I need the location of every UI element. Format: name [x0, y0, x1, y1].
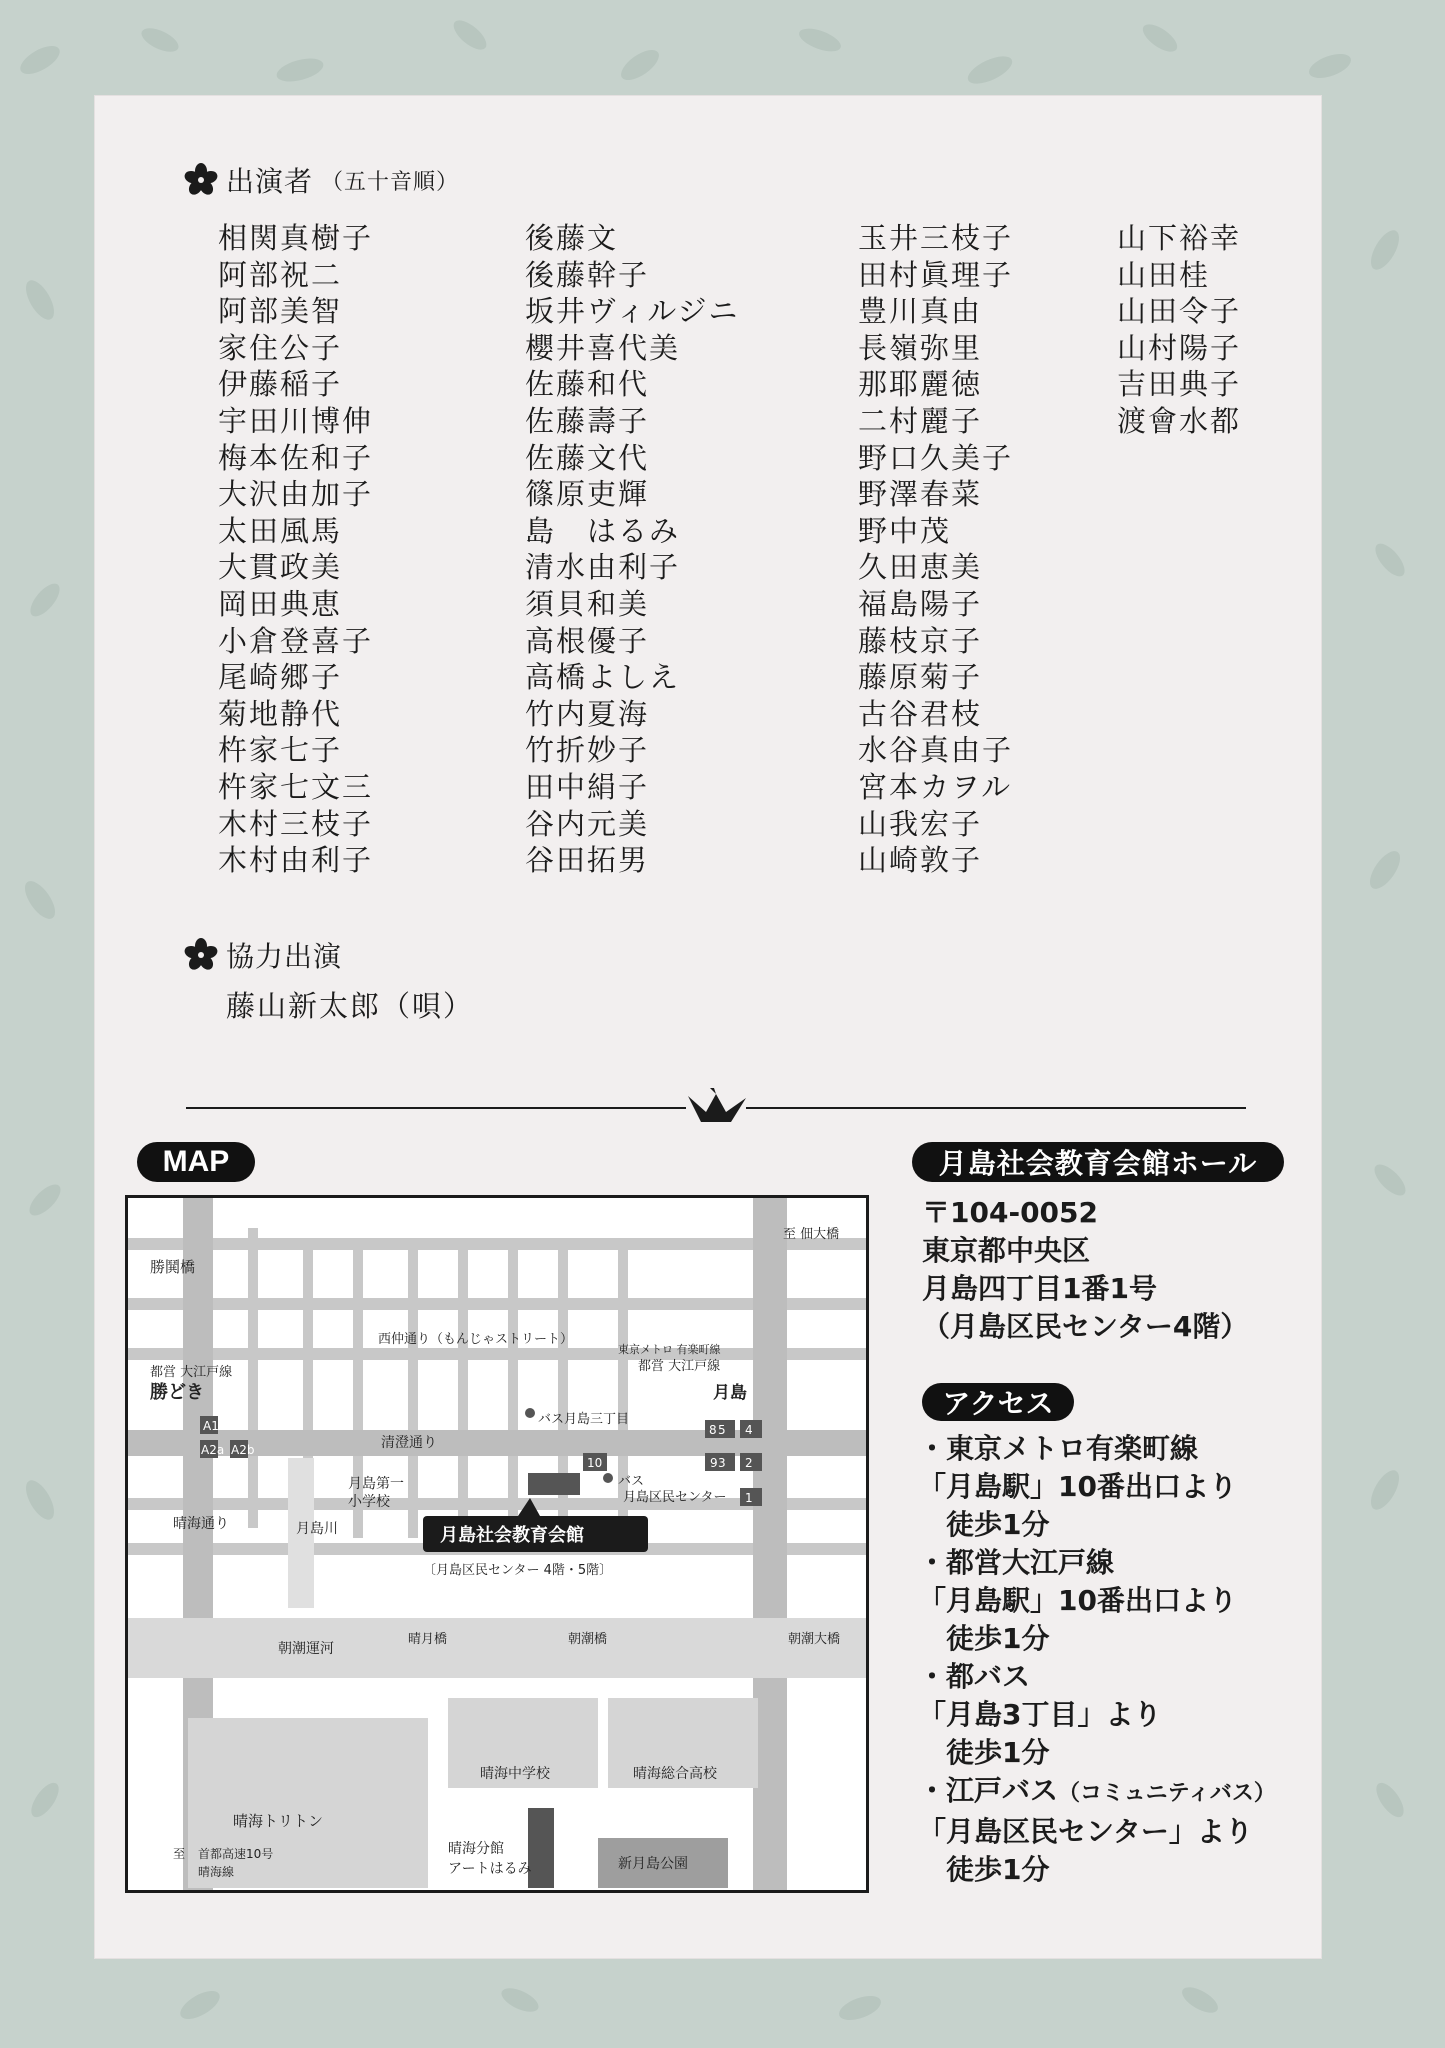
performer-name: 宇田川博伸 [218, 403, 374, 438]
venue-building [528, 1473, 580, 1495]
route-tobus-station: 「月島3丁目」より [918, 1698, 1162, 1731]
performers-order-note: （五十音順） [321, 169, 460, 195]
map-drawing [128, 1198, 866, 1890]
performer-name: 櫻井喜代美 [525, 330, 681, 365]
performer-name: 清水由利子 [525, 550, 681, 585]
performer-name: 山下裕幸 [1117, 221, 1242, 255]
exit-2: 2 [745, 1456, 753, 1470]
performer-name: 藤枝京子 [858, 623, 983, 658]
exit-a1: A1 [203, 1419, 219, 1433]
performer-name: 相関真樹子 [218, 221, 374, 255]
performer-name: 坂井ヴィルジニ [525, 294, 740, 329]
performer-name: 岡田典恵 [218, 586, 343, 621]
performer-name: 佐藤壽子 [525, 403, 650, 438]
performer-name: 谷内元美 [525, 806, 650, 841]
exit-3: 3 [718, 1456, 726, 1470]
performer-name: 梅本佐和子 [218, 440, 374, 475]
exit-8: 8 [709, 1423, 717, 1437]
performer-name: 野中茂 [858, 513, 952, 548]
label-kachidoki-bridge: 勝鬨橋 [150, 1258, 196, 1276]
performer-name: 高橋よしえ [525, 660, 681, 695]
performer-name: 須貝和美 [525, 586, 650, 621]
performers-title: 出演者 [226, 165, 314, 198]
performer-name: 山我宏子 [858, 806, 983, 841]
label-oedo-line: 都営 大江戸線 [150, 1365, 233, 1380]
route-edobus-line [918, 1772, 1318, 1813]
cooperation-performer: 藤山新太郎（唄） [226, 989, 475, 1023]
performer-column-1 [218, 220, 373, 879]
performer-name: 野口久美子 [858, 440, 1014, 475]
asashio-avenue [753, 1198, 787, 1890]
performer-column-4 [1117, 220, 1241, 440]
label-asashio-bridge: 朝潮橋 [568, 1632, 608, 1647]
performer-name: 伊藤稲子 [218, 367, 343, 402]
label-venue: 月島社会教育会館 [440, 1525, 584, 1546]
label-expressway-2: 首都高速10号 [198, 1847, 274, 1861]
performer-name: 田中絹子 [525, 769, 650, 804]
label-park: 新月島公園 [618, 1856, 688, 1872]
performer-name: 佐藤文代 [525, 440, 650, 475]
label-oedo-line-2: 都営 大江戸線 [638, 1359, 721, 1374]
performer-name: 古谷君枝 [858, 696, 983, 731]
label-kiyosumi: 清澄通り [381, 1435, 437, 1451]
label-tsukuda: 至 佃大橋 [783, 1227, 840, 1242]
route-tobus-walk: 徒歩1分 [946, 1736, 1050, 1769]
route-tobus-line: ・都バス [918, 1660, 1031, 1693]
label-canal: 朝潮運河 [278, 1641, 334, 1657]
performer-name: 宮本カヲル [858, 769, 1013, 804]
performer-name: 杵家七文三 [218, 769, 374, 804]
route-edobus-station: 「月島区民センター」より [918, 1815, 1253, 1848]
bus-stop-icon [603, 1473, 613, 1483]
map-badge: MAP [137, 1142, 255, 1182]
performer-name: 後藤幹子 [525, 257, 650, 292]
label-annex-2: アートはるみ [448, 1861, 532, 1877]
performer-name: 谷田拓男 [525, 843, 650, 878]
label-junior-high: 晴海中学校 [480, 1766, 550, 1782]
label-triton: 晴海トリトン [233, 1812, 324, 1830]
postal-code: 〒104-0052 [922, 1196, 1098, 1229]
label-school-2: 小学校 [348, 1494, 390, 1510]
venue-name-badge: 月島社会教育会館ホール [912, 1142, 1284, 1182]
access-badge: アクセス [922, 1383, 1074, 1421]
performer-name: 木村三枝子 [218, 806, 374, 841]
performer-name: 島 はるみ [525, 513, 681, 548]
performer-name: 小倉登喜子 [218, 623, 374, 658]
route-edobus-note: （コミュニティバス） [1058, 1781, 1276, 1806]
sakura-icon [184, 938, 218, 972]
cooperation-title: 協力出演 [226, 940, 343, 973]
performer-name: 山田桂 [1117, 257, 1211, 292]
performer-name: 竹折妙子 [525, 733, 650, 768]
performer-name: 阿部祝二 [218, 257, 343, 292]
performer-name: 後藤文 [525, 221, 619, 255]
label-nishinaka: 西仲通り（もんじゃストリート） [378, 1332, 574, 1347]
label-annex-1: 晴海分館 [448, 1841, 504, 1857]
performer-name: 杵家七子 [218, 733, 343, 768]
performer-name: 阿部美智 [218, 294, 343, 329]
route-edobus-walk: 徒歩1分 [946, 1853, 1050, 1886]
performer-name: 尾崎郷子 [218, 660, 343, 695]
address-line-2: 月島四丁目1番1号 [922, 1272, 1157, 1305]
performer-name: 山田令子 [1117, 294, 1242, 329]
performer-name: 長嶺弥里 [858, 330, 983, 365]
map [125, 1195, 869, 1893]
performer-name: 高根優子 [525, 623, 650, 658]
route-edobus-name: ・江戸バス [918, 1774, 1059, 1807]
exit-9: 9 [710, 1456, 718, 1470]
asashio-canal [128, 1618, 866, 1678]
label-venue-note: 〔月島区民センター 4階・5階〕 [423, 1563, 613, 1578]
annex-building [528, 1808, 554, 1888]
performer-name: 福島陽子 [858, 586, 983, 621]
route-metro-walk: 徒歩1分 [946, 1508, 1050, 1541]
performer-name: 竹内夏海 [525, 696, 650, 731]
performer-column-3 [858, 220, 1013, 879]
route-oedo-walk: 徒歩1分 [946, 1622, 1050, 1655]
label-expressway-3: 晴海線 [198, 1865, 235, 1879]
performer-name: 吉田典子 [1117, 367, 1242, 402]
address-line-3: （月島区民センター4階） [922, 1310, 1249, 1343]
performer-name: 太田風馬 [218, 513, 343, 548]
crane-divider [186, 1088, 1246, 1128]
label-asashio-ohashi: 朝潮大橋 [788, 1632, 841, 1647]
route-metro-station: 「月島駅」10番出口より [918, 1470, 1237, 1503]
performer-name: 家住公子 [218, 330, 343, 365]
route-metro-line: ・東京メトロ有楽町線 [918, 1432, 1199, 1465]
performer-name: 大貫政美 [218, 550, 343, 585]
exit-5: 5 [718, 1423, 726, 1437]
address-line-1: 東京都中央区 [922, 1234, 1091, 1267]
performer-name: 山崎敦子 [858, 843, 983, 878]
venue-address [922, 1194, 1248, 1346]
performer-name: 玉井三枝子 [858, 221, 1014, 255]
exit-a2b: A2b [231, 1443, 255, 1457]
label-river: 月島川 [296, 1521, 338, 1537]
performer-name: 菊地静代 [218, 696, 343, 731]
access-routes [918, 1430, 1318, 1889]
sakura-icon [184, 163, 218, 197]
performer-name: 渡會水都 [1117, 403, 1242, 438]
performer-name: 那耶麗徳 [858, 367, 983, 402]
performer-name: 大沢由加子 [218, 477, 374, 512]
exit-a2a: A2a [201, 1443, 225, 1457]
performer-name: 豊川真由 [858, 294, 983, 329]
label-high-school: 晴海総合高校 [633, 1766, 717, 1782]
cooperation-heading [184, 935, 342, 975]
performer-name: 田村眞理子 [858, 257, 1014, 292]
performers-heading [184, 160, 459, 200]
performer-name: 佐藤和代 [525, 367, 650, 402]
performer-name: 藤原菊子 [858, 660, 983, 695]
performer-name: 野澤春菜 [858, 477, 983, 512]
label-harumi-dori: 晴海通り [173, 1516, 229, 1532]
performer-name: 久田恵美 [858, 550, 983, 585]
bus-stop-icon [525, 1408, 535, 1418]
label-expressway-1: 至 [173, 1847, 186, 1861]
label-metro-line: 東京メトロ 有楽町線 [618, 1343, 721, 1356]
label-school-1: 月島第一 [348, 1476, 404, 1492]
label-bus-center-1: バス [618, 1474, 645, 1489]
label-bus-3chome: バス月島三丁目 [538, 1412, 630, 1427]
label-tsukishima: 月島 [713, 1383, 747, 1403]
label-harumi-bridge: 晴月橋 [408, 1632, 448, 1647]
route-oedo-line: ・都営大江戸線 [918, 1546, 1115, 1579]
exit-10: 10 [587, 1456, 603, 1470]
route-oedo-station: 「月島駅」10番出口より [918, 1584, 1237, 1617]
label-kachidoki: 勝どき [150, 1382, 204, 1403]
performer-name: 水谷真由子 [858, 733, 1014, 768]
paper-crane-icon [688, 1088, 746, 1122]
performer-name: 山村陽子 [1117, 330, 1242, 365]
exit-4: 4 [745, 1423, 753, 1437]
performer-name: 二村麗子 [858, 403, 983, 438]
exit-1: 1 [745, 1491, 753, 1505]
performer-name: 木村由利子 [218, 843, 374, 878]
label-bus-center-2: 月島区民センター [623, 1490, 727, 1505]
performer-name: 篠原吏輝 [525, 477, 650, 512]
performer-column-2 [525, 220, 740, 879]
